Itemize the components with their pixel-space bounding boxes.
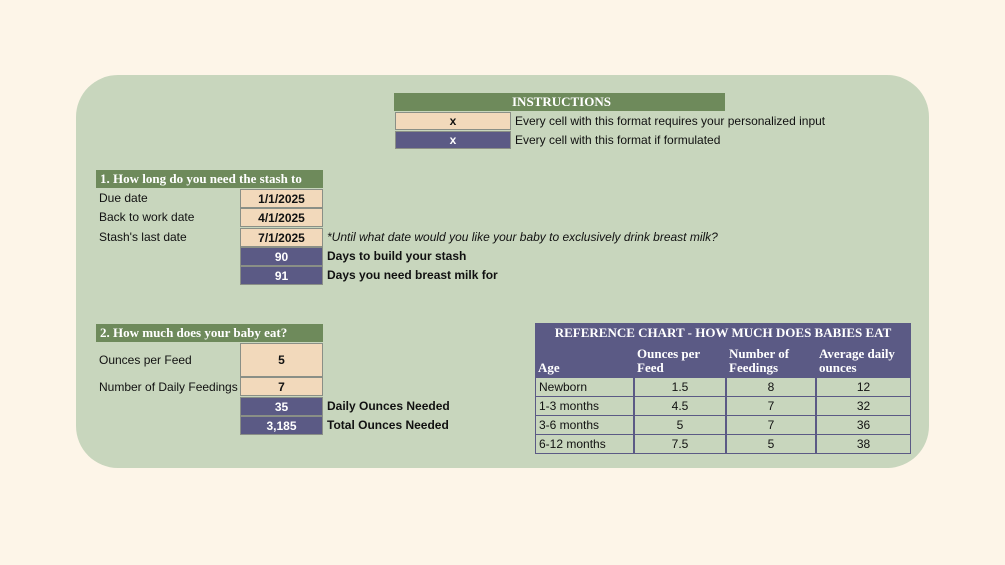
- reference-row-age: Newborn: [535, 377, 634, 397]
- ounces-per-feed-input[interactable]: 5: [240, 343, 323, 377]
- input-format-description: Every cell with this format requires your personalized input: [515, 114, 826, 128]
- reference-row-ounces: 5: [634, 415, 726, 435]
- stash-last-date-note: *Until what date would you like your baby to exclusively drink breast milk?: [327, 230, 718, 244]
- reference-row-feedings: 5: [726, 434, 816, 454]
- total-ounces-label: Total Ounces Needed: [327, 418, 449, 432]
- section2-header: 2. How much does your baby eat?: [96, 324, 323, 342]
- daily-ounces-value: 35: [240, 397, 323, 416]
- reference-row-ounces: 7.5: [634, 434, 726, 454]
- reference-row-daily: 12: [816, 377, 911, 397]
- reference-row-daily: 36: [816, 415, 911, 435]
- reference-header-daily: Average daily ounces: [816, 342, 911, 377]
- daily-ounces-label: Daily Ounces Needed: [327, 399, 450, 413]
- reference-row-age: 3-6 months: [535, 415, 634, 435]
- days-build-value: 90: [240, 247, 323, 266]
- total-ounces-value: 3,185: [240, 416, 323, 435]
- back-to-work-label: Back to work date: [99, 210, 195, 224]
- reference-header-age: Age: [535, 342, 634, 377]
- daily-feedings-input[interactable]: 7: [240, 377, 323, 396]
- reference-header-ounces: Ounces per Feed: [634, 342, 726, 377]
- section1-header: 1. How long do you need the stash to: [96, 170, 323, 188]
- reference-header-feedings: Number of Feedings: [726, 342, 816, 377]
- daily-feedings-label: Number of Daily Feedings: [99, 379, 238, 394]
- formula-format-swatch: x: [395, 131, 511, 149]
- reference-row-feedings: 8: [726, 377, 816, 397]
- days-build-label: Days to build your stash: [327, 249, 467, 263]
- reference-row-ounces: 1.5: [634, 377, 726, 397]
- days-need-value: 91: [240, 266, 323, 285]
- reference-row-age: 6-12 months: [535, 434, 634, 454]
- reference-row-ounces: 4.5: [634, 396, 726, 416]
- reference-row-daily: 32: [816, 396, 911, 416]
- reference-row-age: 1-3 months: [535, 396, 634, 416]
- reference-row-feedings: 7: [726, 396, 816, 416]
- due-date-input[interactable]: 1/1/2025: [240, 189, 323, 208]
- back-to-work-input[interactable]: 4/1/2025: [240, 208, 323, 227]
- instructions-header: INSTRUCTIONS: [394, 93, 725, 111]
- input-format-swatch: x: [395, 112, 511, 130]
- reference-chart-title: REFERENCE CHART - HOW MUCH DOES BABIES EAT: [535, 323, 911, 342]
- stash-last-date-label: Stash's last date: [99, 230, 187, 244]
- due-date-label: Due date: [99, 191, 148, 205]
- stash-last-date-input[interactable]: 7/1/2025: [240, 228, 323, 247]
- reference-row-feedings: 7: [726, 415, 816, 435]
- reference-row-daily: 38: [816, 434, 911, 454]
- ounces-per-feed-label: Ounces per Feed: [99, 353, 192, 367]
- formula-format-description: Every cell with this format if formulated: [515, 133, 721, 147]
- days-need-label: Days you need breast milk for: [327, 268, 498, 282]
